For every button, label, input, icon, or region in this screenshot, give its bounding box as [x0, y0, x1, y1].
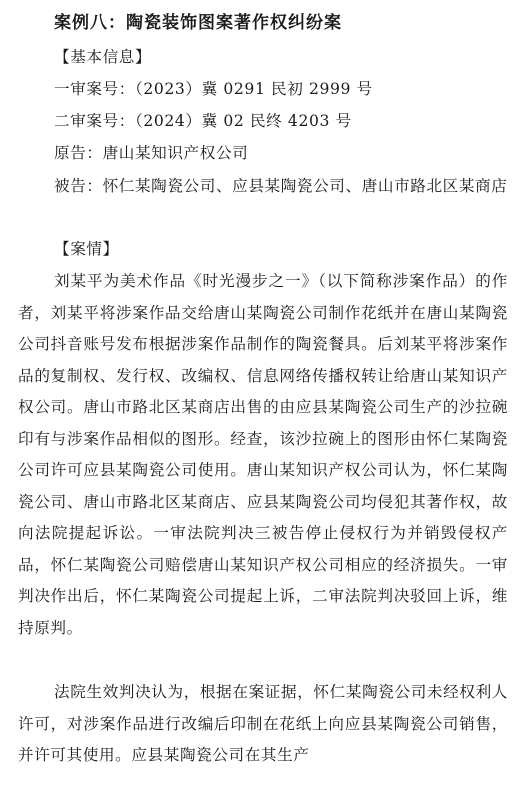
- case-title: 案例八：陶瓷装饰图案著作权纠纷案: [54, 13, 342, 33]
- case-facts-paragraph: 刘某平为美术作品《时光漫步之一》（以下简称涉案作品）的作者，刘某平将涉案作品交给唐山某陶瓷公司制作花纸并在唐山某陶瓷公司抖音账号发布根据涉案作品制作的陶瓷餐具。后刘某平将涉案作品的复制权、发行权、改编权、信息网络传播权转让给唐山某知识产权公司。唐山市路北区某商店出售的由应县某陶瓷公司生产的沙拉碗印有与涉案作品相似的图形。经查，该沙拉碗上的图形由怀仁某陶瓷公司许可应县某陶瓷公司使用。唐山某知识产权公司认为，怀仁某陶瓷公司、唐山市路北区某商店、应县某陶瓷公司均侵犯其著作权，故向法院提起诉讼。一审法院判决三被告停止侵权行为并销毁侵权产品，怀仁某陶瓷公司赔偿唐山某知识产权公司相应的经济损失。一审判决作出后，怀仁某陶瓷公司提起上诉，二审法院判决驳回上诉，维持原判。: [18, 272, 508, 637]
- court-opinion-paragraph: 法院生效判决认为，根据在案证据，怀仁某陶瓷公司未经权利人许可，对涉案作品进行改编后印制在花纸上向应县某陶瓷公司销售，并许可其使用。应县某陶瓷公司在其生产: [18, 683, 508, 764]
- plaintiff-line: 原告：唐山某知识产权公司: [54, 144, 249, 162]
- defendant-line: 被告：怀仁某陶瓷公司、应县某陶瓷公司、唐山市路北区某商店: [54, 177, 508, 195]
- basic-info-heading: 【基本信息】: [54, 48, 152, 66]
- case-facts-heading: 【案情】: [54, 240, 119, 258]
- first-instance-case-number: 一审案号：（2023）冀 0291 民初 2999 号: [54, 80, 373, 98]
- second-instance-case-number: 二审案号：（2024）冀 02 民终 4203 号: [54, 112, 352, 130]
